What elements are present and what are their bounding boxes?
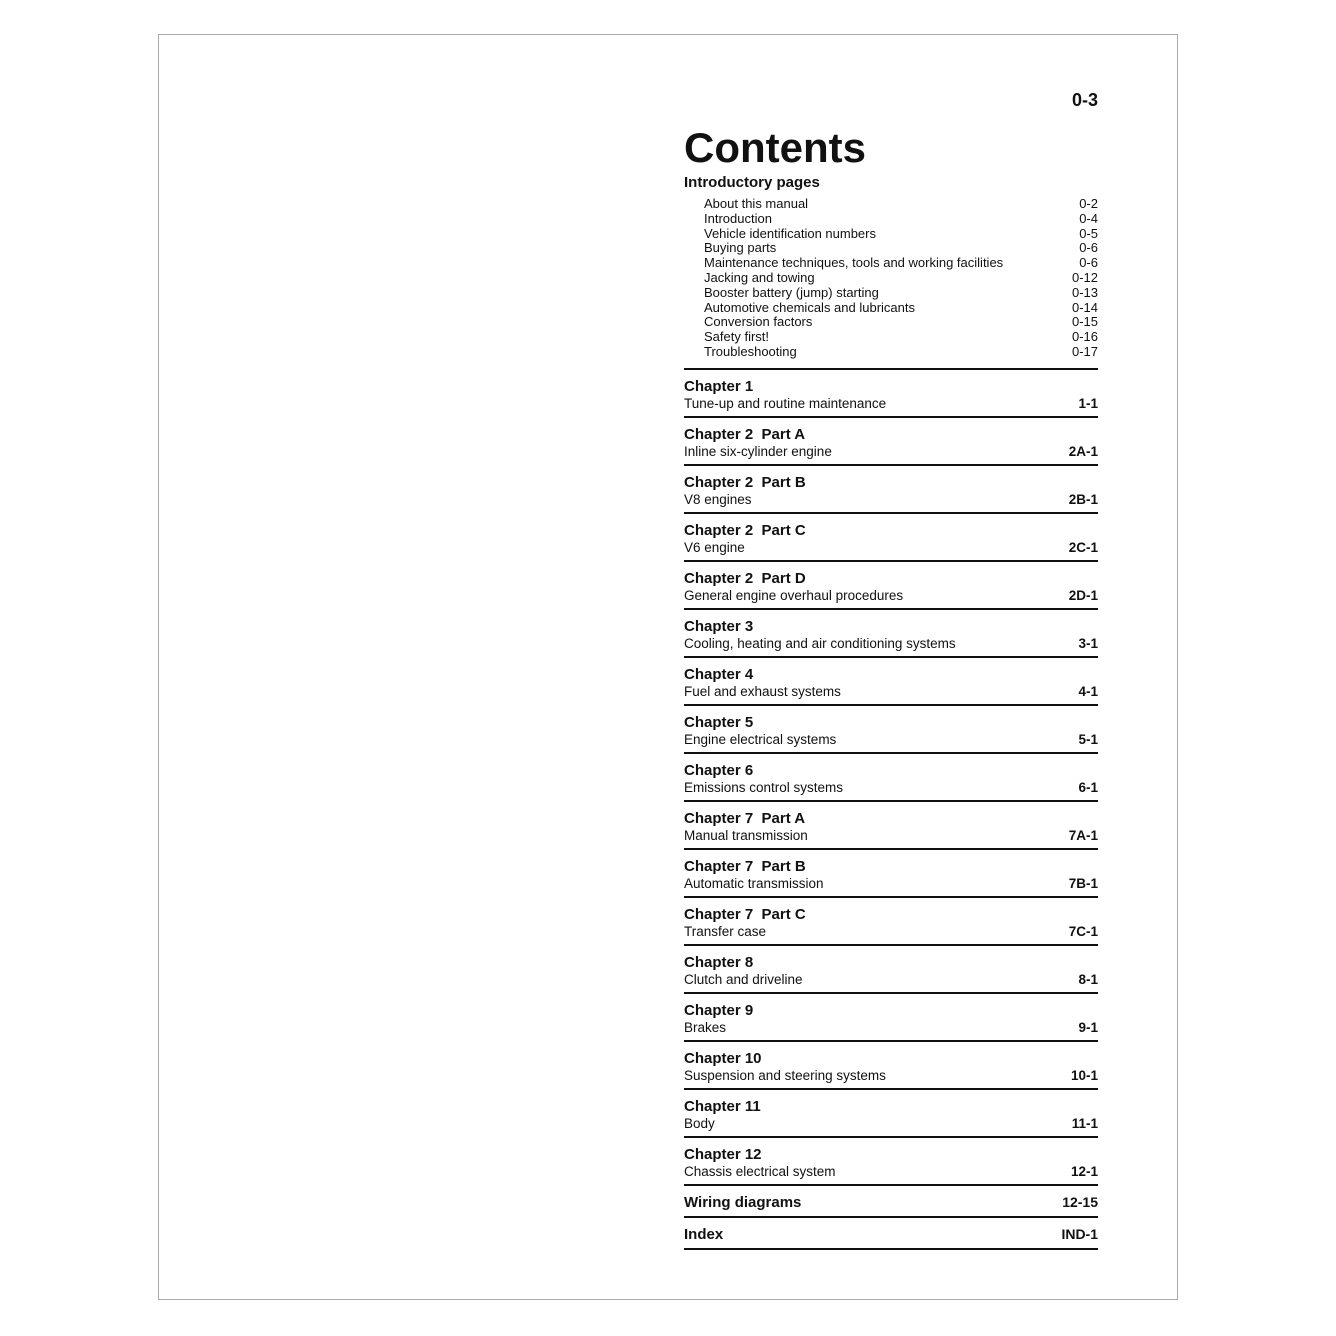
chapter-row [684, 923, 1098, 940]
footer-row [684, 1218, 1098, 1250]
chapter-block [684, 562, 1098, 610]
intro-item-page: 0-6 [1079, 240, 1098, 256]
chapter-heading: Chapter 8 [684, 953, 754, 971]
contents-column [684, 91, 1098, 1250]
chapter-row [684, 1115, 1098, 1132]
chapter-subtitle: Emissions control systems [684, 779, 844, 795]
chapter-subtitle: V8 engines [684, 491, 752, 507]
chapter-row [684, 875, 1098, 892]
intro-item [684, 286, 1098, 301]
chapter-block [684, 466, 1098, 514]
chapter-page: 9-1 [1078, 1019, 1098, 1035]
chapter-subtitle: V6 engine [684, 539, 745, 555]
chapter-row [684, 1067, 1098, 1084]
chapter-list [684, 370, 1098, 1186]
chapter-heading: Chapter 1 [684, 377, 754, 395]
intro-item-label: Troubleshooting [704, 343, 797, 359]
chapter-heading: Chapter 11 [684, 1097, 761, 1115]
chapter-page: 8-1 [1078, 971, 1098, 987]
intro-item-page: 0-6 [1079, 255, 1098, 271]
intro-item-label: Automotive chemicals and lubricants [704, 299, 915, 315]
intro-heading: Introductory pages [684, 174, 820, 191]
intro-item-label: Booster battery (jump) starting [704, 284, 879, 300]
chapter-heading: Chapter 2 Part B [684, 473, 806, 491]
chapter-row [684, 971, 1098, 988]
chapter-block [684, 898, 1098, 946]
chapter-subtitle: Tune-up and routine maintenance [684, 395, 887, 411]
chapter-page: 6-1 [1078, 779, 1098, 795]
footer-row-label: Wiring diagrams [684, 1193, 802, 1211]
intro-item-label: Safety first! [704, 329, 770, 345]
intro-item [684, 315, 1098, 330]
chapter-subtitle: Transfer case [684, 923, 767, 939]
intro-item-label: About this manual [704, 196, 809, 211]
chapter-row [684, 779, 1098, 796]
footer-row-page: IND-1 [1061, 1225, 1098, 1242]
intro-item [684, 227, 1098, 242]
intro-item-page: 0-15 [1071, 314, 1098, 330]
footer-rows [684, 1186, 1098, 1250]
chapter-heading: Chapter 5 [684, 713, 754, 731]
chapter-heading: Chapter 7 Part B [684, 857, 806, 875]
chapter-block [684, 754, 1098, 802]
chapter-page: 12-1 [1070, 1163, 1098, 1179]
chapter-row [684, 443, 1098, 460]
chapter-subtitle: Chassis electrical system [684, 1163, 836, 1179]
book-page [158, 34, 1178, 1300]
chapter-heading: Chapter 2 Part D [684, 569, 806, 587]
intro-item [684, 330, 1098, 345]
chapter-row [684, 491, 1098, 508]
chapter-block [684, 994, 1098, 1042]
chapter-subtitle: Brakes [684, 1019, 727, 1035]
intro-item-label: Conversion factors [704, 314, 813, 330]
intro-item [684, 271, 1098, 286]
footer-row [684, 1186, 1098, 1218]
chapter-subtitle: Cooling, heating and air conditioning systems [684, 635, 956, 651]
chapter-row [684, 587, 1098, 604]
intro-item [684, 197, 1098, 212]
chapter-page: 10-1 [1070, 1067, 1098, 1083]
intro-item-page: 0-2 [1079, 196, 1098, 211]
intro-item-page: 0-13 [1071, 284, 1098, 300]
chapter-subtitle: Suspension and steering systems [684, 1067, 886, 1083]
intro-item [684, 301, 1098, 316]
page-corner-label: 0-3 [1071, 90, 1098, 110]
chapter-block [684, 1090, 1098, 1138]
chapter-page: 2D-1 [1068, 587, 1098, 603]
footer-row-page: 12-15 [1062, 1193, 1098, 1210]
chapter-row [684, 539, 1098, 556]
chapter-block [684, 370, 1098, 418]
intro-items-list [684, 197, 1098, 360]
chapter-page: 1-1 [1078, 395, 1098, 411]
intro-item-page: 0-12 [1071, 269, 1098, 285]
chapter-heading: Chapter 9 [684, 1001, 754, 1019]
chapter-subtitle: Clutch and driveline [684, 971, 803, 987]
chapter-row [684, 635, 1098, 652]
intro-section [684, 175, 1098, 370]
chapter-heading: Chapter 2 Part C [684, 521, 806, 539]
intro-item-page: 0-17 [1071, 343, 1098, 359]
intro-item-label: Maintenance techniques, tools and working facilities [704, 255, 1004, 271]
chapter-row [684, 683, 1098, 700]
chapter-subtitle: Fuel and exhaust systems [684, 683, 841, 699]
chapter-row [684, 1163, 1098, 1180]
chapter-page: 3-1 [1078, 635, 1098, 651]
chapter-subtitle: Inline six-cylinder engine [684, 443, 832, 459]
chapter-heading: Chapter 2 Part A [684, 425, 806, 443]
chapter-block [684, 514, 1098, 562]
chapter-row [684, 827, 1098, 844]
chapter-page: 7B-1 [1068, 875, 1098, 891]
chapter-heading: Chapter 6 [684, 761, 754, 779]
chapter-heading: Chapter 12 [684, 1145, 762, 1163]
intro-item-label: Jacking and towing [704, 269, 815, 285]
chapter-block [684, 1042, 1098, 1090]
chapter-page: 5-1 [1078, 731, 1098, 747]
chapter-page: 2A-1 [1068, 443, 1098, 459]
chapter-subtitle: General engine overhaul procedures [684, 587, 904, 603]
intro-item [684, 241, 1098, 256]
chapter-page: 11-1 [1071, 1115, 1098, 1131]
intro-item [684, 345, 1098, 360]
intro-item-page: 0-5 [1079, 225, 1098, 241]
intro-item-page: 0-14 [1071, 299, 1098, 315]
chapter-heading: Chapter 3 [684, 617, 754, 635]
intro-item [684, 212, 1098, 227]
intro-item [684, 256, 1098, 271]
chapter-subtitle: Body [684, 1115, 715, 1131]
chapter-subtitle: Manual transmission [684, 827, 808, 843]
intro-item-label: Introduction [704, 210, 772, 226]
chapter-block [684, 610, 1098, 658]
chapter-block [684, 1138, 1098, 1186]
chapter-heading: Chapter 10 [684, 1049, 762, 1067]
footer-row-label: Index [684, 1225, 724, 1243]
chapter-block [684, 802, 1098, 850]
chapter-block [684, 850, 1098, 898]
chapter-heading: Chapter 7 Part A [684, 809, 806, 827]
intro-item-page: 0-16 [1071, 329, 1098, 345]
chapter-block [684, 418, 1098, 466]
chapter-page: 4-1 [1078, 683, 1098, 699]
intro-item-label: Buying parts [704, 240, 777, 256]
intro-item-page: 0-4 [1079, 210, 1098, 226]
intro-item-label: Vehicle identification numbers [704, 225, 876, 241]
chapter-heading: Chapter 7 Part C [684, 905, 806, 923]
chapter-row [684, 1019, 1098, 1036]
chapter-page: 2B-1 [1068, 491, 1098, 507]
chapter-row [684, 395, 1098, 412]
chapter-block [684, 946, 1098, 994]
chapter-row [684, 731, 1098, 748]
chapter-page: 7C-1 [1068, 923, 1098, 939]
chapter-heading: Chapter 4 [684, 665, 754, 683]
page-title: Contents [684, 124, 866, 171]
chapter-subtitle: Engine electrical systems [684, 731, 837, 747]
chapter-page: 7A-1 [1068, 827, 1098, 843]
chapter-page: 2C-1 [1068, 539, 1098, 555]
chapter-block [684, 658, 1098, 706]
chapter-subtitle: Automatic transmission [684, 875, 824, 891]
chapter-block [684, 706, 1098, 754]
